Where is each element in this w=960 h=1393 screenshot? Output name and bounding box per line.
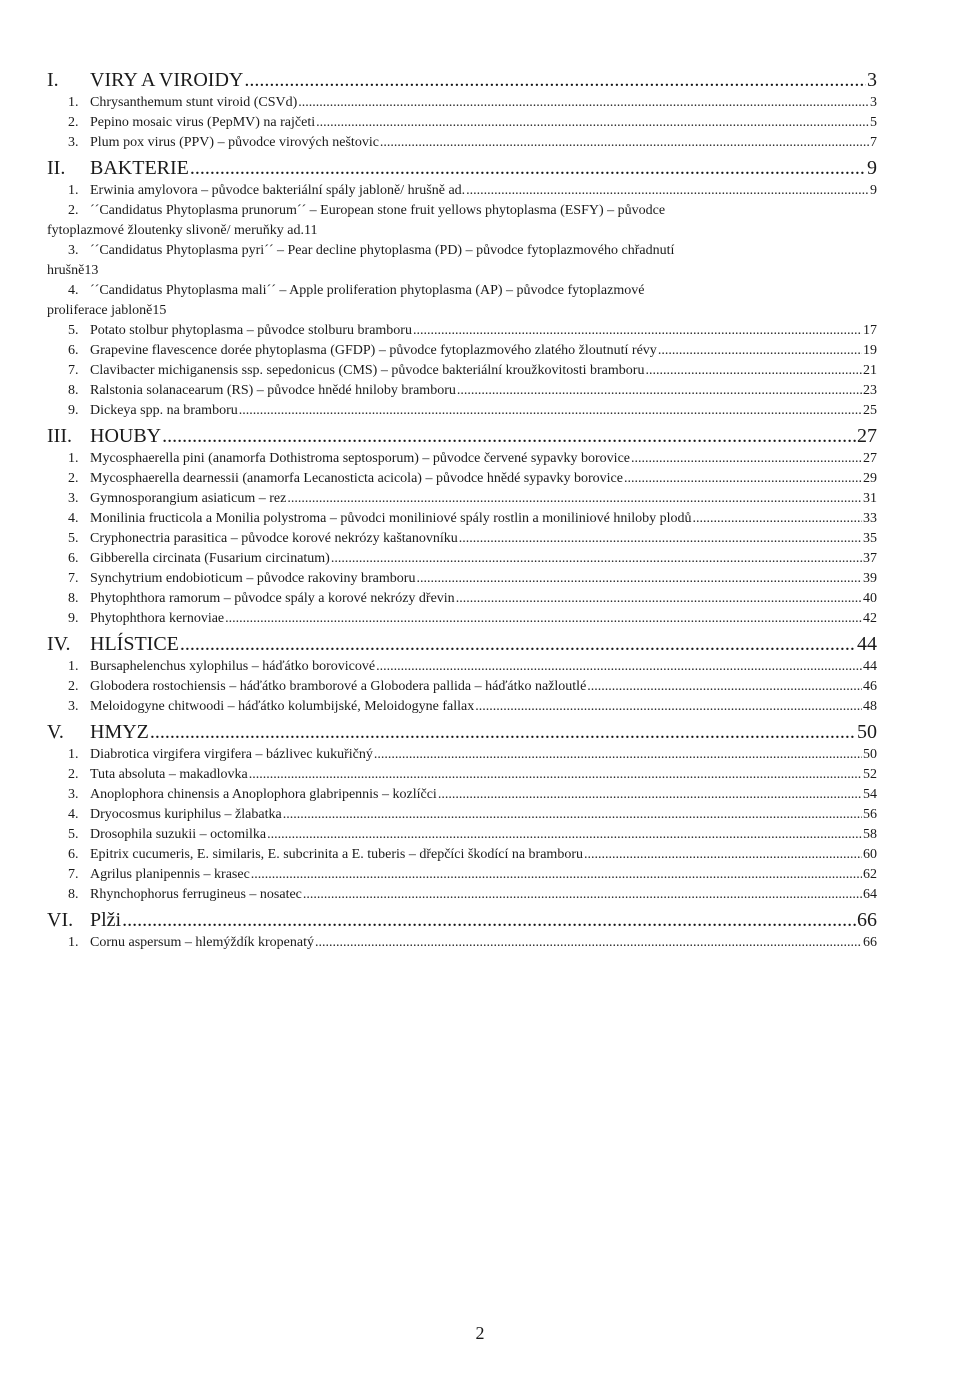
item-page-number: 39 [863, 571, 877, 586]
item-page-number: 25 [863, 403, 877, 418]
toc-item-line [47, 261, 877, 281]
item-number: 4. [68, 283, 79, 298]
dot-leader [584, 845, 862, 865]
item-title: Clavibacter michiganensis ssp. sepedonicus (CMS) – původce bakteriální kroužkovitosti bramboru [90, 363, 645, 378]
item-page-number: 44 [863, 659, 877, 674]
dot-leader [413, 321, 862, 341]
section-number: I. [47, 69, 59, 91]
item-page-number: 33 [863, 511, 877, 526]
item-number: 2. [68, 203, 79, 218]
item-page-number: 62 [863, 867, 877, 882]
toc-section-heading [47, 720, 149, 745]
item-title-continued: proliferace jabloně [47, 303, 153, 318]
toc-item-line [47, 241, 877, 261]
section-title: BAKTERIE [90, 157, 189, 179]
toc-section-heading [47, 156, 189, 181]
dot-leader [645, 361, 862, 381]
toc-item-entry[interactable] [47, 509, 877, 529]
item-page-number: 13 [84, 263, 99, 278]
item-title: Diabrotica virgifera virgifera – bázlivec kukuřičný [90, 747, 373, 762]
toc-item-entry[interactable] [47, 281, 877, 321]
item-number: 3. [68, 135, 79, 150]
item-number: 1. [68, 183, 79, 198]
item-title: Globodera rostochiensis – háďátko bramborové a Globodera pallida – háďátko nažloutlé [90, 679, 587, 694]
item-number: 7. [68, 571, 79, 586]
toc-item-entry[interactable] [47, 589, 877, 609]
toc-item-entry[interactable] [47, 181, 877, 201]
toc-item-entry[interactable] [47, 697, 877, 717]
item-title: ´´Candidatus Phytoplasma mali´´ – Apple proliferation phytoplasma (AP) – původce fytoplazmové [90, 283, 645, 298]
item-title: Ralstonia solanacearum (RS) – původce hnědé hniloby bramboru [90, 383, 456, 398]
item-number: 1. [68, 747, 79, 762]
toc-section-entry[interactable] [47, 68, 877, 93]
dot-leader [466, 181, 869, 201]
table-of-contents [47, 68, 877, 953]
toc-item-entry[interactable] [47, 745, 877, 765]
dot-leader [287, 489, 862, 509]
item-number: 1. [68, 95, 79, 110]
toc-item-entry[interactable] [47, 469, 877, 489]
item-page-number: 48 [863, 699, 877, 714]
toc-item-entry[interactable] [47, 241, 877, 281]
section-number: VI. [47, 909, 74, 931]
item-page-number: 66 [863, 935, 877, 950]
section-title: HLÍSTICE [90, 633, 179, 655]
section-page-number: 27 [857, 425, 877, 447]
dot-leader [316, 113, 869, 133]
dot-leader [298, 93, 869, 113]
item-number: 3. [68, 243, 79, 258]
dot-leader [631, 449, 862, 469]
item-page-number: 27 [863, 451, 877, 466]
item-page-number: 23 [863, 383, 877, 398]
toc-item-entry[interactable] [47, 865, 877, 885]
item-number: 3. [68, 491, 79, 506]
section-number: IV. [47, 633, 71, 655]
item-number: 9. [68, 403, 79, 418]
dot-leader [475, 697, 862, 717]
item-title: Bursaphelenchus xylophilus – háďátko borovicové [90, 659, 376, 674]
dot-leader [239, 401, 862, 421]
item-number: 5. [68, 827, 79, 842]
item-number: 8. [68, 383, 79, 398]
item-page-number: 42 [863, 611, 877, 626]
dot-leader [244, 68, 866, 93]
item-page-number: 7 [870, 135, 877, 150]
toc-item-entry[interactable] [47, 885, 877, 905]
item-number: 4. [68, 807, 79, 822]
toc-item-entry[interactable] [47, 549, 877, 569]
toc-item-line [47, 281, 877, 301]
toc-section-entry[interactable] [47, 156, 877, 181]
toc-item-entry[interactable] [47, 933, 877, 953]
item-title: Rhynchophorus ferrugineus – nosatec [90, 887, 302, 902]
item-title: Agrilus planipennis – krasec [90, 867, 250, 882]
dot-leader [180, 632, 856, 657]
item-title: Monilinia fructicola a Monilia polystroma – původci moniliniové spály rostlin a moniliniové hniloby plodů [90, 511, 692, 526]
item-title: Dryocosmus kuriphilus – žlabatka [90, 807, 282, 822]
item-page-number: 9 [870, 183, 877, 198]
toc-item-entry[interactable] [47, 93, 877, 113]
toc-section-entry[interactable] [47, 424, 877, 449]
item-page-number: 17 [863, 323, 877, 338]
section-title: HOUBY [90, 425, 162, 447]
item-number: 9. [68, 611, 79, 626]
toc-section-heading [47, 908, 121, 933]
toc-item-line [47, 201, 877, 221]
item-title: ´´Candidatus Phytoplasma pyri´´ – Pear decline phytoplasma (PD) – původce fytoplazmového chřadnutí [90, 243, 675, 258]
item-page-number: 35 [863, 531, 877, 546]
item-title-continued: hrušně [47, 263, 85, 278]
item-title: Anoplophora chinensis a Anoplophora glabripennis – kozlíčci [90, 787, 437, 802]
toc-item-entry[interactable] [47, 361, 877, 381]
dot-leader [122, 908, 856, 933]
dot-leader [624, 469, 862, 489]
toc-item-line [47, 301, 877, 321]
dot-leader [658, 341, 862, 361]
dot-leader [587, 677, 862, 697]
toc-item-entry[interactable] [47, 449, 877, 469]
item-number: 2. [68, 767, 79, 782]
item-title: Phytophthora kernoviae [90, 611, 225, 626]
item-title: Meloidogyne chitwoodi – háďátko kolumbijské, Meloidogyne fallax [90, 699, 475, 714]
dot-leader [693, 509, 862, 529]
item-title: Mycosphaerella dearnessii (anamorfa Lecanosticta acicola) – původce hnědé sypavky borovice [90, 471, 623, 486]
toc-item-entry[interactable] [47, 489, 877, 509]
item-title: Plum pox virus (PPV) – původce virových neštovic [90, 135, 379, 150]
item-page-number: 37 [863, 551, 877, 566]
toc-item-entry[interactable] [47, 113, 877, 133]
item-number: 8. [68, 887, 79, 902]
item-title: Erwinia amylovora – původce bakteriální spály jabloně/ hrušně ad. [90, 183, 466, 198]
toc-item-entry[interactable] [47, 201, 877, 241]
item-page-number: 5 [870, 115, 877, 130]
item-page-number: 50 [863, 747, 877, 762]
toc-section-heading [47, 424, 161, 449]
dot-leader [150, 720, 856, 745]
item-title: Gymnosporangium asiaticum – rez [90, 491, 287, 506]
item-number: 2. [68, 679, 79, 694]
item-number: 4. [68, 511, 79, 526]
item-page-number: 52 [863, 767, 877, 782]
section-title: VIRY A VIROIDY [90, 69, 244, 91]
toc-item-entry[interactable] [47, 529, 877, 549]
item-number: 1. [68, 451, 79, 466]
item-page-number: 58 [863, 827, 877, 842]
dot-leader [376, 657, 862, 677]
item-number: 5. [68, 531, 79, 546]
dot-leader [438, 785, 862, 805]
dot-leader [374, 745, 862, 765]
item-page-number: 19 [863, 343, 877, 358]
item-title: Epitrix cucumeris, E. similaris, E. subcrinita a E. tuberis – dřepčíci škodící na bramboru [90, 847, 583, 862]
dot-leader [283, 805, 862, 825]
toc-section-entry[interactable] [47, 632, 877, 657]
item-number: 1. [68, 659, 79, 674]
item-title: ´´Candidatus Phytoplasma prunorum´´ – European stone fruit yellows phytoplasma (ESFY) – původce [90, 203, 666, 218]
toc-item-entry[interactable] [47, 657, 877, 677]
toc-section-entry[interactable] [47, 908, 877, 933]
dot-leader [225, 609, 862, 629]
item-title: Dickeya spp. na bramboru [90, 403, 238, 418]
item-title: Grapevine flavescence dorée phytoplasma (GFDP) – původce fytoplazmového zlatého žloutnutí révy [90, 343, 657, 358]
section-title: Plži [90, 909, 122, 931]
section-page-number: 50 [857, 721, 877, 743]
dot-leader [251, 865, 862, 885]
item-title: Potato stolbur phytoplasma – původce stolburu bramboru [90, 323, 412, 338]
item-page-number: 40 [863, 591, 877, 606]
item-number: 1. [68, 935, 79, 950]
toc-item-entry[interactable] [47, 805, 877, 825]
item-title: Phytophthora ramorum – původce spály a korové nekrózy dřevin [90, 591, 455, 606]
item-number: 2. [68, 115, 79, 130]
dot-leader [456, 589, 862, 609]
toc-item-entry[interactable] [47, 381, 877, 401]
item-number: 3. [68, 787, 79, 802]
dot-leader [331, 549, 862, 569]
item-title-continued: fytoplazmové žloutenky slivoně/ meruňky ad. [47, 223, 304, 238]
item-number: 7. [68, 867, 79, 882]
dot-leader [315, 933, 862, 953]
dot-leader [380, 133, 869, 153]
item-page-number: 21 [863, 363, 877, 378]
section-number: V. [47, 721, 64, 743]
toc-item-entry[interactable] [47, 845, 877, 865]
item-title: Pepino mosaic virus (PepMV) na rajčeti [90, 115, 316, 130]
toc-section-heading [47, 632, 179, 657]
toc-item-entry[interactable] [47, 825, 877, 845]
item-title: Synchytrium endobioticum – původce rakoviny bramboru [90, 571, 416, 586]
item-number: 7. [68, 363, 79, 378]
dot-leader [267, 825, 862, 845]
toc-item-entry[interactable] [47, 133, 877, 153]
dot-leader [303, 885, 862, 905]
toc-item-entry[interactable] [47, 677, 877, 697]
section-title: HMYZ [90, 721, 149, 743]
section-page-number: 44 [857, 633, 877, 655]
item-number: 8. [68, 591, 79, 606]
section-page-number: 66 [857, 909, 877, 931]
page-number: 2 [475, 1323, 485, 1343]
section-page-number: 9 [867, 157, 877, 179]
toc-item-entry[interactable] [47, 341, 877, 361]
item-number: 2. [68, 471, 79, 486]
section-page-number: 3 [867, 69, 877, 91]
item-page-number: 46 [863, 679, 877, 694]
item-number: 3. [68, 699, 79, 714]
item-page-number: 64 [863, 887, 877, 902]
dot-leader [459, 529, 862, 549]
item-number: 5. [68, 323, 79, 338]
item-page-number: 56 [863, 807, 877, 822]
toc-item-entry[interactable] [47, 785, 877, 805]
toc-item-line [47, 221, 877, 241]
item-title: Tuta absoluta – makadlovka [90, 767, 248, 782]
section-number: III. [47, 425, 72, 447]
toc-section-entry[interactable] [47, 720, 877, 745]
item-title: Mycosphaerella pini (anamorfa Dothistroma septosporum) – původce červené sypavky borovice [90, 451, 630, 466]
dot-leader [249, 765, 862, 785]
item-title: Cryphonectria parasitica – původce korové nekrózy kaštanovníku [90, 531, 458, 546]
item-page-number: 29 [863, 471, 877, 486]
dot-leader [416, 569, 862, 589]
toc-item-entry[interactable] [47, 765, 877, 785]
item-title: Gibberella circinata (Fusarium circinatum) [90, 551, 330, 566]
item-number: 6. [68, 847, 79, 862]
item-page-number: 60 [863, 847, 877, 862]
toc-item-entry[interactable] [47, 401, 877, 421]
item-page-number: 31 [863, 491, 877, 506]
toc-item-entry[interactable] [47, 569, 877, 589]
item-page-number: 11 [304, 223, 318, 238]
item-page-number: 15 [152, 303, 167, 318]
toc-section-heading [47, 68, 243, 93]
dot-leader [190, 156, 866, 181]
dot-leader [457, 381, 862, 401]
item-number: 6. [68, 551, 79, 566]
item-title: Cornu aspersum – hlemýždík kropenatý [90, 935, 314, 950]
item-title: Drosophila suzukii – octomilka [90, 827, 267, 842]
toc-item-entry[interactable] [47, 609, 877, 629]
toc-item-entry[interactable] [47, 321, 877, 341]
item-page-number: 54 [863, 787, 877, 802]
section-number: II. [47, 157, 66, 179]
item-number: 6. [68, 343, 79, 358]
item-title: Chrysanthemum stunt viroid (CSVd) [90, 95, 298, 110]
dot-leader [162, 424, 856, 449]
item-page-number: 3 [870, 95, 877, 110]
